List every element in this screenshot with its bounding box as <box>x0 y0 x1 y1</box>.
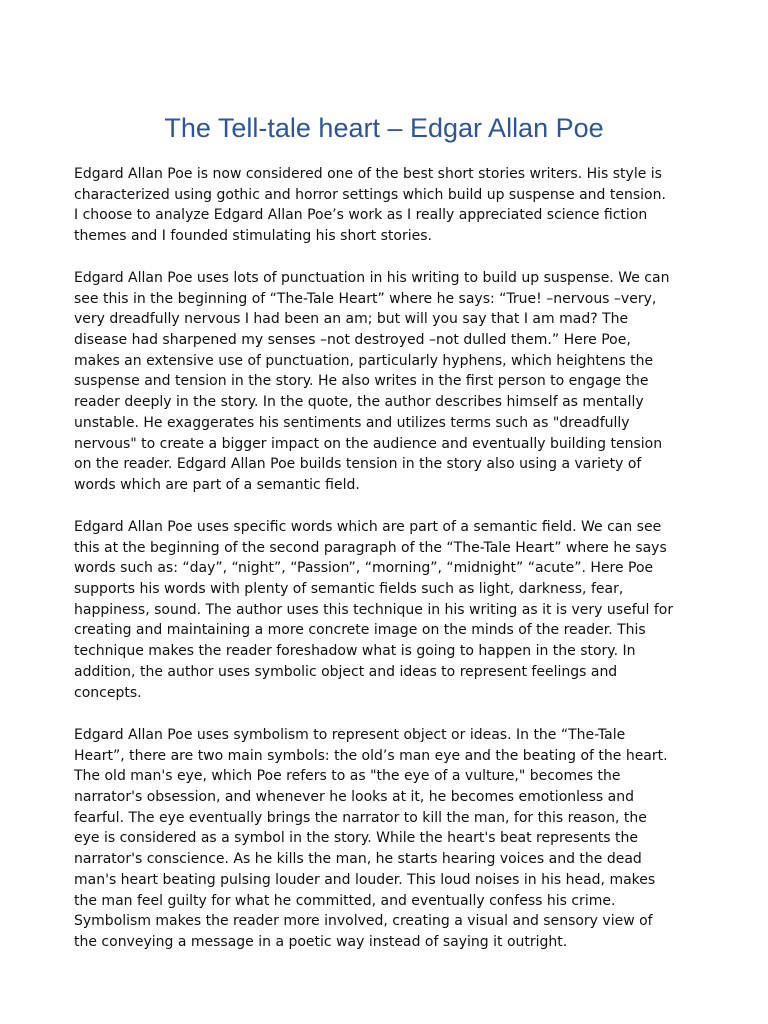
paragraph-line: addition, the author uses symbolic object and ideas to represent feelings and <box>74 663 618 680</box>
paragraph-line: nervous" to create a bigger impact on the audience and eventually building tension <box>74 435 663 452</box>
paragraph-line: fearful. The eye eventually brings the narrator to kill the man, for this reason, the <box>74 809 647 826</box>
paragraph-line: Edgard Allan Poe uses lots of punctuation in his writing to build up suspense. We can <box>74 270 670 286</box>
paragraph-line: see this in the beginning of “The-Tale Heart” where he says: “True! –nervous –very, <box>74 290 657 307</box>
paragraph-symbolism <box>74 725 714 953</box>
paragraph-line: characterized using gothic and horror settings which build up suspense and tension. <box>74 186 666 203</box>
paragraph-line: makes an extensive use of punctuation, particularly hyphens, which heightens the <box>74 352 654 369</box>
paragraph-line: happiness, sound. The author uses this technique in his writing as it is very useful for <box>74 601 674 618</box>
paragraph-introduction <box>74 164 714 247</box>
paragraph-line: words which are part of a semantic field. <box>74 476 360 493</box>
paragraph-line: The old man's eye, which Poe refers to as "the eye of a vulture," becomes the <box>74 768 621 785</box>
paragraph-punctuation <box>74 268 714 496</box>
document-title: The Tell-tale heart – Edgar Allan Poe <box>164 113 604 143</box>
paragraph-line: creating and maintaining a more concrete image on the minds of the reader. This <box>74 622 646 639</box>
paragraph-line: narrator's conscience. As he kills the man, he starts hearing voices and the dead <box>74 851 642 868</box>
paragraph-line: narrator's obsession, and whenever he looks at it, he becomes emotionless and <box>74 789 635 806</box>
paragraph-line: very dreadfully nervous I had been an am; but will you say that I am mad? The <box>74 311 629 328</box>
paragraph-line: man's heart beating pulsing louder and louder. This loud noises in his head, makes <box>74 871 656 888</box>
paragraph-line: I choose to analyze Edgard Allan Poe’s work as I really appreciated science fiction <box>74 207 648 224</box>
paragraph-line: Symbolism makes the reader more involved, creating a visual and sensory view of <box>74 913 653 930</box>
paragraph-line: suspense and tension in the story. He also writes in the first person to engage the <box>74 373 649 390</box>
paragraph-line: this at the beginning of the second paragraph of the “The-Tale Heart” where he says <box>74 539 667 556</box>
paragraph-line: unstable. He exaggerates his sentiments and utilizes terms such as "dreadfully <box>74 414 630 431</box>
paragraph-line: reader deeply in the story. In the quote, the author describes himself as mentally <box>74 394 644 411</box>
paragraph-line: technique makes the reader foreshadow what is going to happen in the story. In <box>74 643 636 660</box>
paragraph-semantic-field <box>74 517 714 703</box>
paragraph-line: concepts. <box>74 684 142 701</box>
paragraph-line: Edgard Allan Poe uses symbolism to represent object or ideas. In the “The-Tale <box>74 727 626 743</box>
paragraph-line: Heart”, there are two main symbols: the old’s man eye and the beating of the heart. <box>74 747 668 764</box>
paragraph-line: words such as: “day”, “night”, “Passion”, “morning”, “midnight” “acute”. Here Poe <box>74 560 654 577</box>
paragraph-line: the man feel guilty for what he committed, and eventually confess his crime. <box>74 892 616 909</box>
paragraph-line: the conveying a message in a poetic way instead of saying it outright. <box>74 933 568 950</box>
paragraph-line: disease had sharpened my senses –not destroyed –not dulled them.” Here Poe, <box>74 332 631 349</box>
paragraph-line: themes and I founded stimulating his short stories. <box>74 228 432 245</box>
paragraph-line: eye is considered as a symbol in the story. While the heart's beat represents the <box>74 830 639 847</box>
paragraph-line: Edgard Allan Poe is now considered one of the best short stories writers. His style is <box>74 166 662 182</box>
paragraph-line: Edgard Allan Poe uses specific words which are part of a semantic field. We can see <box>74 519 662 535</box>
paragraph-line: supports his words with plenty of semantic fields such as light, darkness, fear, <box>74 581 624 598</box>
paragraph-line: on the reader. Edgard Allan Poe builds tension in the story also using a variety of <box>74 456 642 473</box>
